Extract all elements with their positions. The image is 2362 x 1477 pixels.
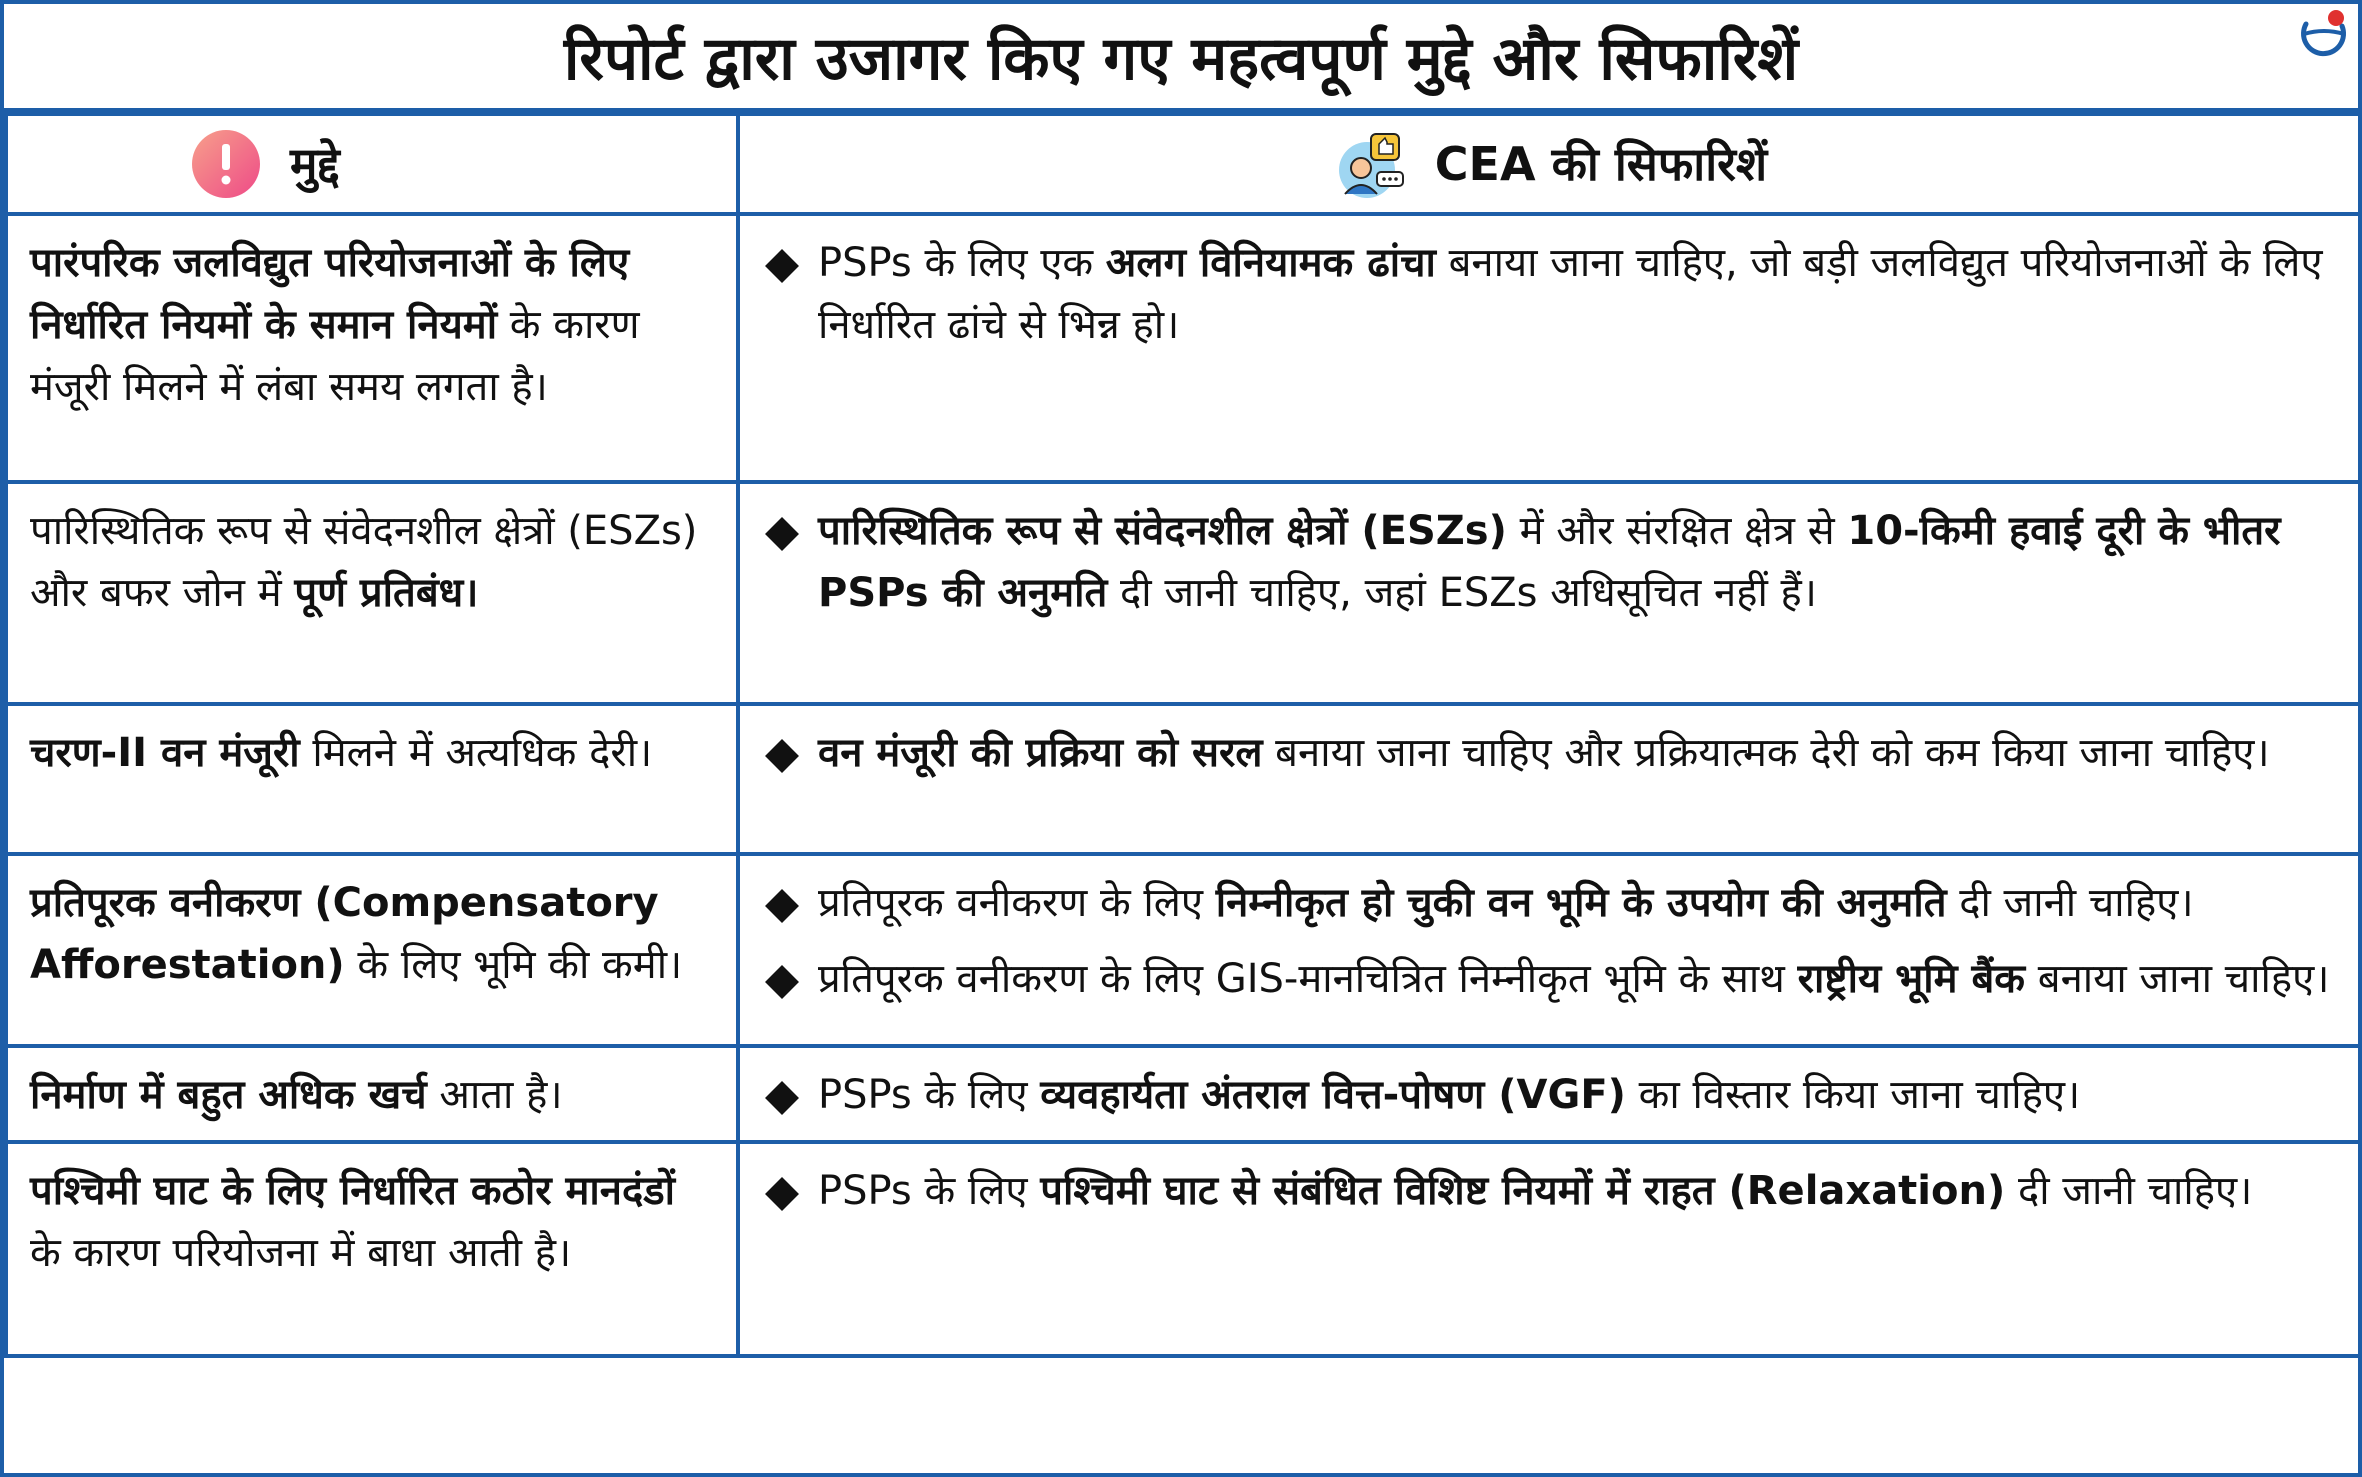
body-text: में और संरक्षित क्षेत्र से [1506,508,1848,554]
body-text: प्रतिपूरक वनीकरण के लिए GIS-मानचित्रित निम्नीकृत भूमि के साथ [818,956,1798,1002]
recommendation-text [818,500,2336,624]
body-text: PSPs के लिए [818,1072,1041,1118]
recommendation-text [818,1160,2336,1222]
body-text: PSPs के लिए एक [818,240,1106,286]
diamond-bullet-icon [765,249,799,283]
table-row [6,214,2360,482]
issues-header-label: मुद्दे [290,137,340,191]
recommendation-item [762,872,2336,934]
emphasis-text: पश्चिमी घाट के लिए निर्धारित कठोर मानदंडों [30,1168,675,1214]
emphasis-text: व्यवहार्यता अंतराल वित्त-पोषण (VGF) [1040,1072,1626,1118]
body-text: PSPs के लिए [818,1168,1041,1214]
diamond-bullet-icon [765,517,799,551]
table-row [6,1046,2360,1142]
body-text: मिलने में अत्यधिक देरी। [299,730,653,776]
table-header-row [6,114,2360,214]
body-text: के कारण मंजूरी मिलने में लंबा समय लगता है। [30,302,640,410]
recommendation-cell [738,1142,2360,1356]
emphasis-text: प्रतिपूरक वनीकरण (Compensatory Afforestation) [30,880,659,988]
recommendation-text [818,1064,2336,1126]
emphasis-text: पूर्ण प्रतिबंध। [294,570,479,616]
recommendation-item [762,948,2336,1010]
body-text: दी जानी चाहिए, जहां ESZs अधिसूचित नहीं हैं। [1107,570,1817,616]
diamond-bullet-icon [765,1081,799,1115]
table-row [6,854,2360,1046]
recommendation-cell [738,854,2360,1046]
recommendation-item [762,1064,2336,1126]
recommendation-text [818,722,2336,784]
issue-cell [6,214,738,482]
body-text: दी जानी चाहिए। [2005,1168,2253,1214]
emphasis-text: निर्माण में बहुत अधिक खर्च [30,1072,427,1118]
body-text: प्रतिपूरक वनीकरण के लिए [818,880,1216,926]
recommendation-cell [738,704,2360,854]
recommendation-cell [738,482,2360,704]
issue-cell [6,482,738,704]
page-title: रिपोर्ट द्वारा उजागर किए गए महत्वपूर्ण मुद्दे और सिफारिशें [4,4,2358,112]
diamond-bullet-icon [765,739,799,773]
emphasis-text: निम्नीकृत हो चुकी वन भूमि के उपयोग की अनुमति [1215,880,1947,926]
recommendation-item [762,232,2336,356]
emphasis-text: पारंपरिक जलविद्युत परियोजनाओं के लिए निर्धारित नियमों के समान नियमों [30,240,630,348]
emphasis-text: वन मंजूरी की प्रक्रिया को सरल [818,730,1263,776]
diamond-bullet-icon [765,965,799,999]
issues-recommendations-table [4,112,2362,1358]
emphasis-text: चरण-II वन मंजूरी [30,730,300,776]
recommendation-cell [738,214,2360,482]
recommendation-item [762,500,2336,624]
emphasis-text: राष्ट्रीय भूमि बैंक [1797,956,2026,1002]
diamond-bullet-icon [765,1177,799,1211]
body-text: बनाया जाना चाहिए, जो बड़ी जलविद्युत परियोजनाओं के लिए निर्धारित ढांचे से भिन्न हो। [818,240,2323,348]
issue-cell [6,704,738,854]
issue-cell [6,1046,738,1142]
body-text: के लिए भूमि की कमी। [344,942,683,988]
body-text: पारिस्थितिक रूप से संवेदनशील क्षेत्रों (ESZs) और बफर जोन में [30,508,698,616]
diamond-bullet-icon [765,889,799,923]
table-row [6,704,2360,854]
body-text: के कारण परियोजना में बाधा आती है। [30,1230,572,1276]
issue-cell [6,1142,738,1356]
table-row [6,1142,2360,1356]
issues-header-cell [6,114,738,214]
emphasis-text: पश्चिमी घाट से संबंधित विशिष्ट नियमों में राहत (Relaxation) [1040,1168,2006,1214]
body-text: बनाया जाना चाहिए और प्रक्रियात्मक देरी को कम किया जाना चाहिए। [1262,730,2270,776]
recommendation-text [818,232,2336,356]
recommendation-text [818,948,2336,1010]
emphasis-text: 10-किमी हवाई दूरी के भीतर PSPs की अनुमति [818,508,2281,616]
emphasis-text: पारिस्थितिक रूप से संवेदनशील क्षेत्रों (ESZs) [818,508,1507,554]
recommendations-header-cell [738,114,2360,214]
issue-cell [6,854,738,1046]
expert-thumbs-up-icon [1331,126,1407,202]
body-text: दी जानी चाहिए। [1946,880,2194,926]
recommendations-header-label: CEA की सिफारिशें [1434,137,1768,191]
body-text: आता है। [426,1072,563,1118]
body-text: का विस्तार किया जाना चाहिए। [1625,1072,2081,1118]
brand-logo-icon [2294,4,2354,64]
body-text: बनाया जाना चाहिए। [2025,956,2330,1002]
recommendation-item [762,722,2336,784]
table-row [6,482,2360,704]
recommendation-item [762,1160,2336,1222]
recommendation-text [818,872,2336,934]
recommendation-cell [738,1046,2360,1142]
emphasis-text: अलग विनियामक ढांचा [1105,240,1436,286]
exclamation-icon [190,128,262,200]
